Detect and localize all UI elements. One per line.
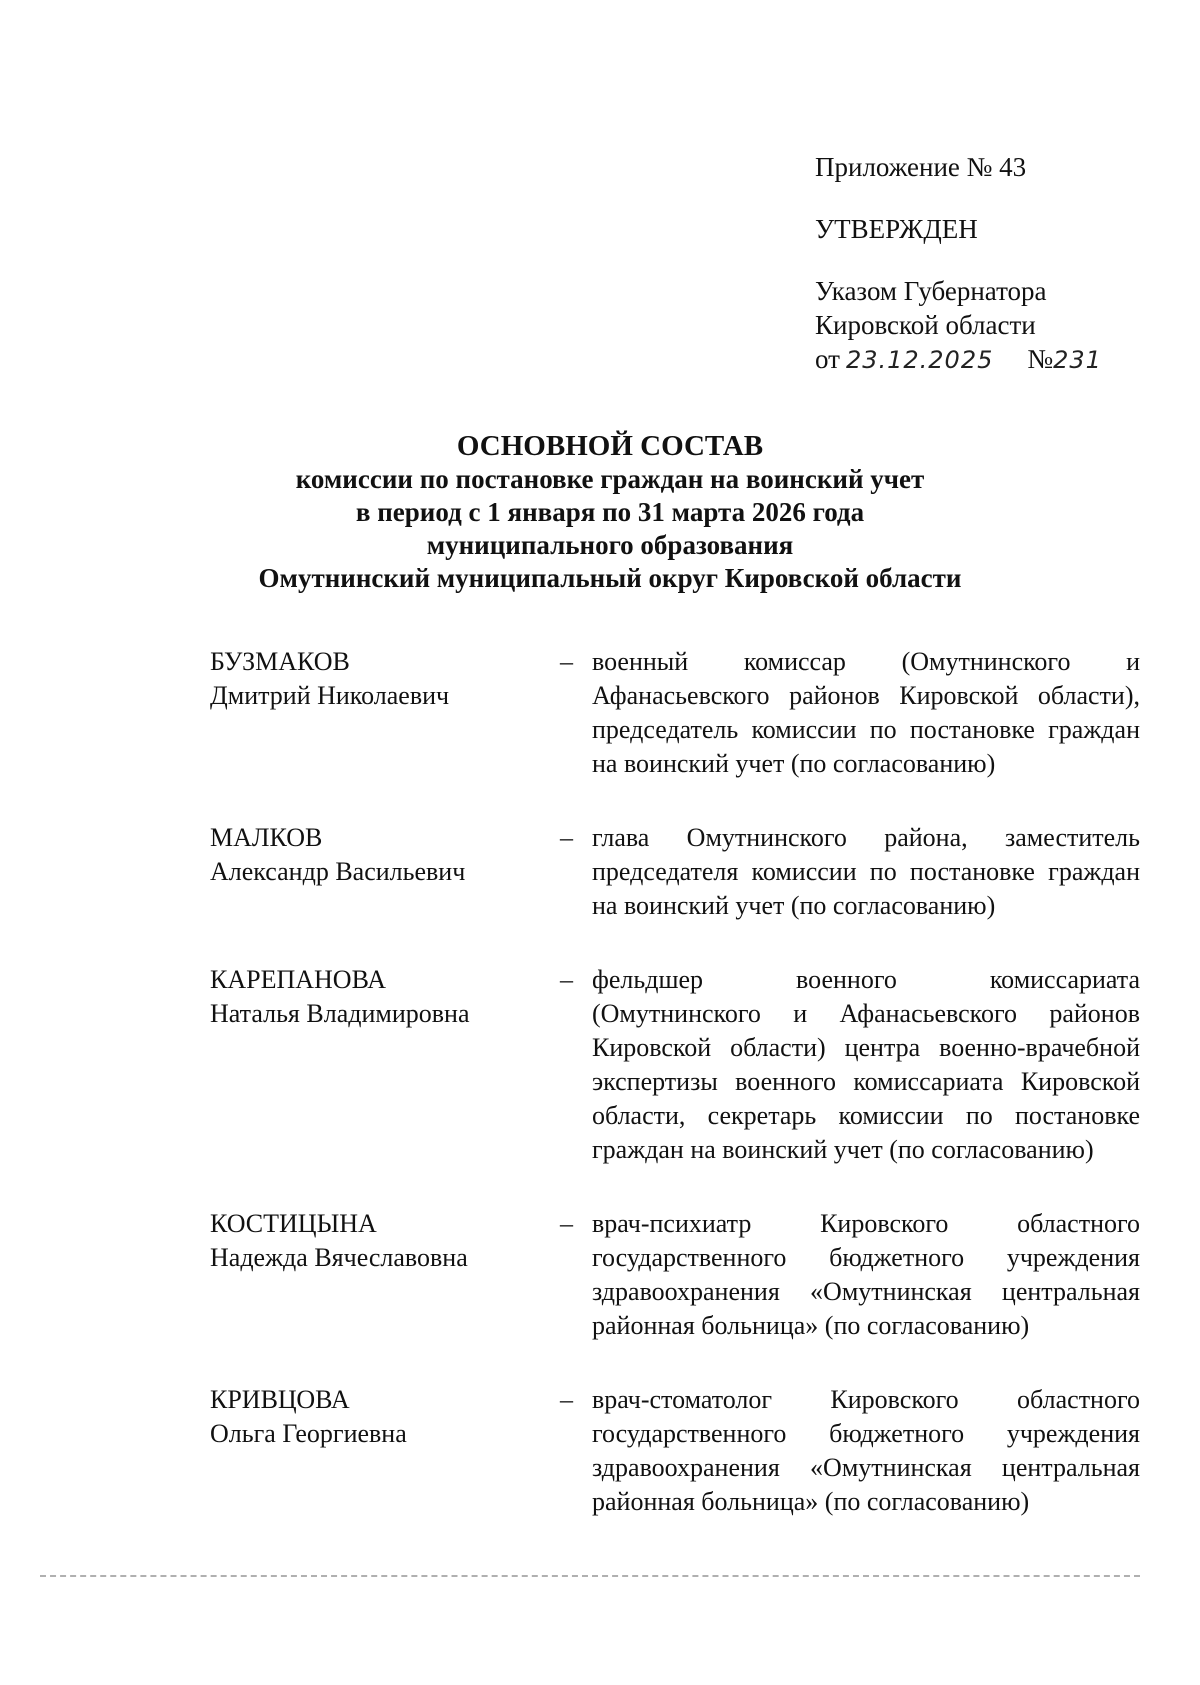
member-name bbox=[210, 963, 560, 1167]
member-given-names: Наталья Владимировна bbox=[210, 999, 470, 1028]
member-row bbox=[210, 963, 1140, 1167]
members-list bbox=[210, 645, 1140, 1559]
date-prefix: от bbox=[815, 344, 840, 374]
member-surname: КАРЕПАНОВА bbox=[210, 965, 387, 994]
member-surname: КРИВЦОВА bbox=[210, 1385, 350, 1414]
number-prefix: № bbox=[1027, 344, 1054, 374]
member-description: фельдшер военного комиссариата (Омутнинского и Афанасьевского районов Кировской области) центра военно-врачебной экспертизы военного комиссариата Кировской области, секретарь комиссии по постановке граждан на воинский учет (по согласованию) bbox=[592, 965, 1140, 1164]
approval-block bbox=[815, 150, 1145, 377]
member-given-names: Надежда Вячеславовна bbox=[210, 1243, 468, 1272]
title-main: ОСНОВНОЙ СОСТАВ bbox=[456, 430, 764, 462]
scan-artifact-line bbox=[40, 1575, 1140, 1581]
member-description: врач-стоматолог Кировского областного государственного бюджетного учреждения здравоохранения «Омутнинская центральная районная больница» (по согласованию) bbox=[592, 1385, 1140, 1516]
member-description: врач-психиатр Кировского областного государственного бюджетного учреждения здравоохранения «Омутнинская центральная районная больница» (по согласованию) bbox=[592, 1209, 1140, 1340]
member-row bbox=[210, 1383, 1140, 1519]
member-given-names: Александр Васильевич bbox=[210, 857, 466, 886]
decree-line-2: Кировской области bbox=[815, 310, 1036, 340]
member-dash: – bbox=[560, 823, 573, 852]
member-surname: КОСТИЦЫНА bbox=[210, 1209, 377, 1238]
member-dash: – bbox=[560, 965, 573, 994]
member-name bbox=[210, 1207, 560, 1343]
handwritten-date: 23.12.2025 bbox=[845, 346, 994, 374]
member-dash: – bbox=[560, 1385, 573, 1414]
title-line-1: комиссии по постановке граждан на воинский учет bbox=[295, 464, 925, 494]
approved-label: УТВЕРЖДЕН bbox=[815, 214, 978, 244]
member-description: глава Омутнинского района, заместитель председателя комиссии по постановке граждан на воинский учет (по согласованию) bbox=[592, 823, 1140, 920]
decree-date-line bbox=[815, 342, 1145, 377]
member-dash: – bbox=[560, 647, 573, 676]
member-surname: МАЛКОВ bbox=[210, 823, 323, 852]
member-name bbox=[210, 645, 560, 781]
title-line-4: Омутнинский муниципальный округ Кировской области bbox=[258, 563, 962, 593]
member-given-names: Ольга Георгиевна bbox=[210, 1419, 407, 1448]
title-line-3: муниципального образования bbox=[426, 530, 794, 560]
member-row bbox=[210, 821, 1140, 923]
member-row bbox=[210, 645, 1140, 781]
member-description: военный комиссар (Омутнинского и Афанасьевского районов Кировской области), председатель комиссии по постановке граждан на воинский учет (по согласованию) bbox=[592, 647, 1140, 778]
member-name bbox=[210, 821, 560, 923]
member-given-names: Дмитрий Николаевич bbox=[210, 681, 450, 710]
title-line-2: в период с 1 января по 31 марта 2026 года bbox=[355, 497, 865, 527]
member-name bbox=[210, 1383, 560, 1519]
decree-line-1: Указом Губернатора bbox=[815, 276, 1047, 306]
member-surname: БУЗМАКОВ bbox=[210, 647, 350, 676]
handwritten-number: 231 bbox=[1053, 346, 1102, 374]
member-row bbox=[210, 1207, 1140, 1343]
document-title bbox=[180, 430, 1040, 595]
appendix-number: Приложение № 43 bbox=[815, 152, 1027, 182]
member-dash: – bbox=[560, 1209, 573, 1238]
